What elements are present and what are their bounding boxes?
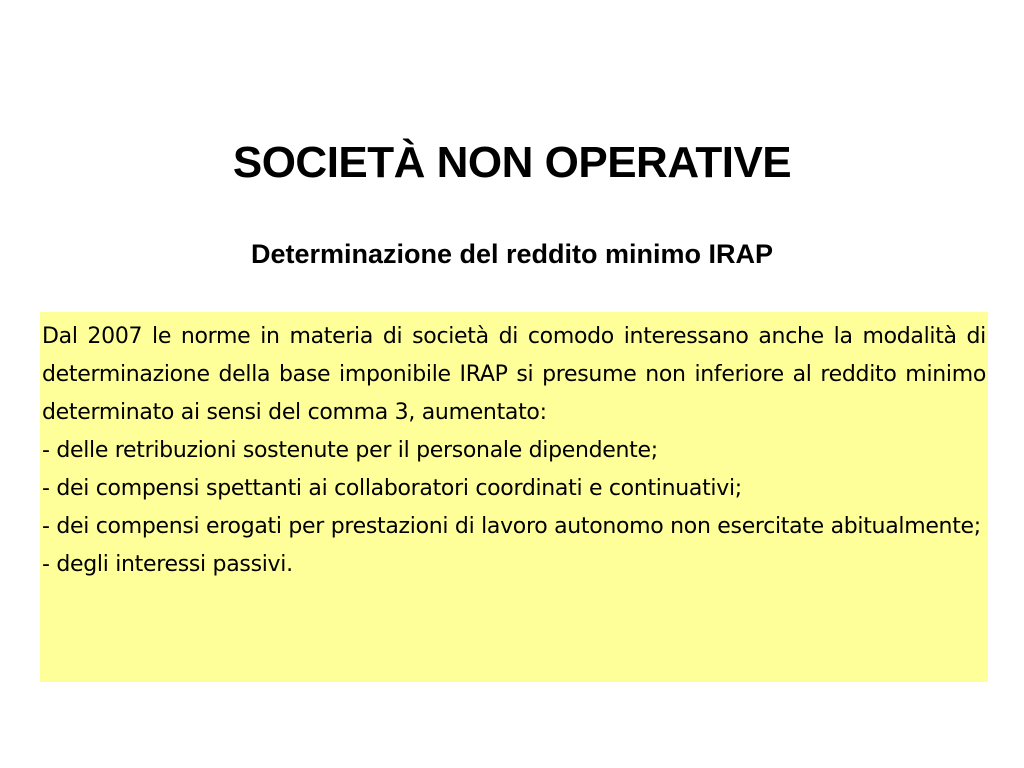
- list-item: - dei compensi spettanti ai collaboratori coordinati e continuativi;: [42, 476, 742, 501]
- highlighted-text-box: [40, 312, 988, 682]
- slide-subtitle: Determinazione del reddito minimo IRAP: [250, 239, 774, 269]
- list-item: - degli interessi passivi.: [42, 552, 293, 577]
- increment-list: [42, 432, 986, 584]
- list-item: - delle retribuzioni sostenute per il personale dipendente;: [42, 438, 658, 463]
- list-item: - dei compensi erogati per prestazioni di lavoro autonomo non esercitate abitualmente;: [42, 514, 981, 539]
- intro-paragraph: Dal 2007 le norme in materia di società di comodo interessano anche la modalità di determinazione della base imponibile IRAP si presume non inferiore al reddito minimo determinato ai sensi del comma 3, aumentato:: [42, 324, 986, 425]
- slide-title: SOCIETÀ NON OPERATIVE: [232, 138, 792, 187]
